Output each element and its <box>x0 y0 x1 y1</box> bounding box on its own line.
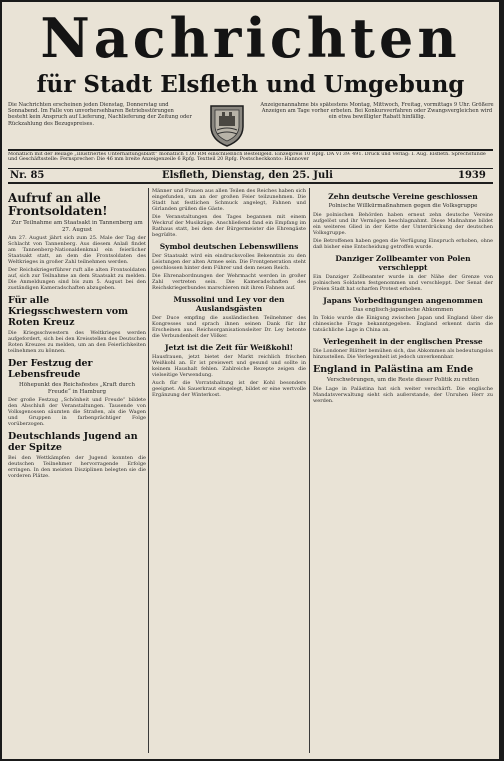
article-paragraph: Die Betroffenen haben gegen die Verfügung Einspruch erhoben, ohne daß bisher eine Entscheidung getroffen wurde. <box>313 237 493 250</box>
article-paragraph: Bei den Wettkämpfen der Jugend konnten die deutschen Teilnehmer hervorragende Erfolge erringen. In den meisten Disziplinen belegten sie die vorderen Plätze. <box>8 455 146 479</box>
article-subheadline: Polnische Willkürmaßnahmen gegen die Volksgruppe <box>328 203 478 209</box>
article-headline: Deutschlands Jugend an der Spitze <box>8 431 138 453</box>
article-subheadline: Das englisch-japanische Abkommen <box>352 306 454 313</box>
article-subheadline: Zur Teilnahme am Staatsakt in Tannenberg am 27. August <box>11 220 143 233</box>
coat-of-arms-icon <box>205 100 249 148</box>
publication-notice: Die Nachrichten erscheinen jeden Dienstag, Donnerstag und Sonnabend. Im Falle von unvorhersehbaren Betriebsstörungen besteht kein Anspruch auf Lieferung, Nachlieferung der Zeitung oder Rückzahlung des Bezugspreises. <box>8 102 192 127</box>
article-paragraph: Die Ehrenabordnungen der Wehrmacht werden in großer Zahl vertreten sein. Die Kameradschaften des Reichskriegerbundes marschieren mit ihren Fahnen auf. <box>152 273 306 291</box>
article-paragraph: Die Londoner Blätter bemühen sich, das Abkommen als bedeutungslos hinzustellen. Die Verlegenheit ist jedoch unverkennbar. <box>313 348 493 360</box>
article-paragraph: Die Veranstaltungen des Tages begannen mit einem Weckruf der Musikzüge. Anschließend fand ein Empfang im Rathaus statt, bei dem der Bürgermeister die Ehrengäste begrüßte. <box>152 214 306 238</box>
article-paragraph: Der Duce empfing die ausländischen Teilnehmer des Kongresses und sprach ihnen seinen Dank für ihr Erscheinen aus. Reichsorganisationsleiter Dr. Ley betonte die Verbundenheit der Völker. <box>152 315 306 339</box>
article-paragraph: Am 27. August jährt sich zum 25. Male der Tag der Schlacht von Tannenberg. Aus diesem Anlaß findet am Tannenberg-Nationaldenkmal ein feierlicher Staatsakt statt, an dem die Frontsoldaten des Weltkrieges in großer Zahl teilnehmen werden. <box>8 235 146 265</box>
dateline-rule-top <box>8 168 493 169</box>
article-headline: Der Festzug der Lebensfreude <box>8 358 93 380</box>
issue-number: Nr. 85 <box>10 170 45 181</box>
article-subheadline: Höhepunkt des Reichsfestes „Kraft durch Freude“ in Hamburg <box>18 382 136 395</box>
article-paragraph: In Tokio wurde die Einigung zwischen Japan und England über die chinesische Frage bekanntgegeben. England erkennt darin die tatsächliche Lage in China an. <box>313 315 493 333</box>
article-headline: Verlegenheit in der englischen Presse <box>323 337 483 346</box>
masthead-subtitle: für Stadt Elsfleth und Umgebung <box>36 72 465 98</box>
column-divider <box>309 188 310 753</box>
article-headline: Japans Vorbedingungen angenommen <box>323 295 483 305</box>
publisher-address-line: Monatlich mit der Beilage „Illustriertes Unterhaltungsblatt“ monatlich 1.00 RM einschließlich Bestellgeld. Einzelpreis 10 Rpfg. DA VI 39: 491. Druck und Verlag: I. Aug. Elsfleth. Sprechstunde und Geschäftsstelle: Fernsprecher: Die 46 mm breite Anzeigenzeile 6 Rpfg. Textteil 20 Rpfg. Postscheckkonto: Hannover <box>8 152 486 163</box>
article-subheadline: Verschwörungen, um die Reste dieser Politik zu retten <box>326 377 480 383</box>
article-paragraph: Männer und Frauen aus allen Teilen des Reiches haben sich eingefunden, um an der großen Feier teilzunehmen. Die Stadt hat festlichen Schmuck angelegt, Fahnen und Girlanden grüßen die Gäste. <box>152 188 306 212</box>
masthead-title: Nachrichten <box>40 8 461 68</box>
column-2 <box>152 188 306 753</box>
column-3 <box>313 188 493 753</box>
header-rule <box>8 149 493 151</box>
issue-year: 1939 <box>458 170 486 181</box>
column-divider <box>148 188 149 753</box>
article-paragraph: Die Kriegsschwestern des Weltkrieges werden aufgefordert, sich bei den Kreisstellen des Deutschen Roten Kreuzes zu melden, um an den Feierlichkeiten teilnehmen zu können. <box>8 330 146 354</box>
article-paragraph: Die Lage in Palästina hat sich weiter verschärft. Die englische Mandatsverwaltung sieht sich außerstande, der Unruhen Herr zu werden. <box>313 385 493 404</box>
article-paragraph: Der große Festzug „Schönheit und Freude“ bildete den Abschluß der Veranstaltungen. Tausende von Volksgenossen säumten die Straßen, als die Wagen und Gruppen in farbenprächtiger Folge vorüberzogen. <box>8 397 146 427</box>
article-headline: Mussolini und Ley vor den Auslandsgästen <box>173 295 285 313</box>
article-headline: Zehn deutsche Vereine geschlossen <box>328 192 478 201</box>
article-paragraph: Der Reichskriegerführer ruft alle alten Frontsoldaten auf, sich zur Teilnahme an dem Staatsakt zu melden. Die Anmeldungen sind bis zum 5. August bei den zuständigen Kameradschaften abzugeben. <box>8 267 146 291</box>
article-headline: Danziger Zollbeamter von Polen verschleppt <box>335 253 471 272</box>
newspaper-page <box>2 2 499 759</box>
article-headline: Jetzt ist die Zeit für Weißkohl! <box>164 343 294 352</box>
issue-date: Elsfleth, Dienstag, den 25. Juli <box>162 170 333 181</box>
article-paragraph: Ein Danziger Zollbeamter wurde in der Nähe der Grenze von polnischen Soldaten festgenommen und verschleppt. Der Senat der Freien Stadt hat scharfen Protest erhoben. <box>313 273 493 292</box>
article-paragraph: Die polnischen Behörden haben erneut zehn deutsche Vereine aufgelöst und ihr Vermögen beschlagnahmt. Diese Maßnahme bildet ein weiteres Glied in der Kette der Unterdrückung der deutschen Volksgruppe. <box>313 211 493 236</box>
article-headline: Für alle Kriegsschwestern vom Roten Kreuz <box>8 295 129 328</box>
article-paragraph: Hausfrauen, jetzt bietet der Markt reichlich frischen Weißkohl an. Er ist preiswert und gesund und sollte in keinem Haushalt fehlen. Zahlreiche Rezepte zeigen die vielseitige Verwendung. <box>152 354 306 378</box>
advertising-notice: Anzeigenannahme bis spätestens Montag, Mittwoch, Freitag, vormittags 9 Uhr. Größere Anzeigen am Tage vorher erbeten. Bei Konkursverfahren oder Zwangsvergleichen wird ein etwa bewilligter Rabatt hinfällig. <box>260 102 494 121</box>
article-headline: Aufruf an alle Frontsoldaten! <box>8 191 108 218</box>
column-1 <box>8 188 146 753</box>
dateline-rule-bottom <box>8 182 493 184</box>
article-paragraph: Der Staatsakt wird ein eindrucksvolles Bekenntnis zu den Leistungen der alten Armee sein. Die Frontgeneration steht geschlossen hinter dem Führer und dem neuen Reich. <box>152 253 306 271</box>
article-headline: Symbol deutschen Lebenswillens <box>159 242 299 251</box>
article-paragraph: Auch für die Vorratshaltung ist der Kohl besonders geeignet. Als Sauerkraut eingelegt, bildet er eine wertvolle Ergänzung der Winterkost. <box>152 380 306 398</box>
article-headline: England in Palästina am Ende <box>313 364 474 375</box>
